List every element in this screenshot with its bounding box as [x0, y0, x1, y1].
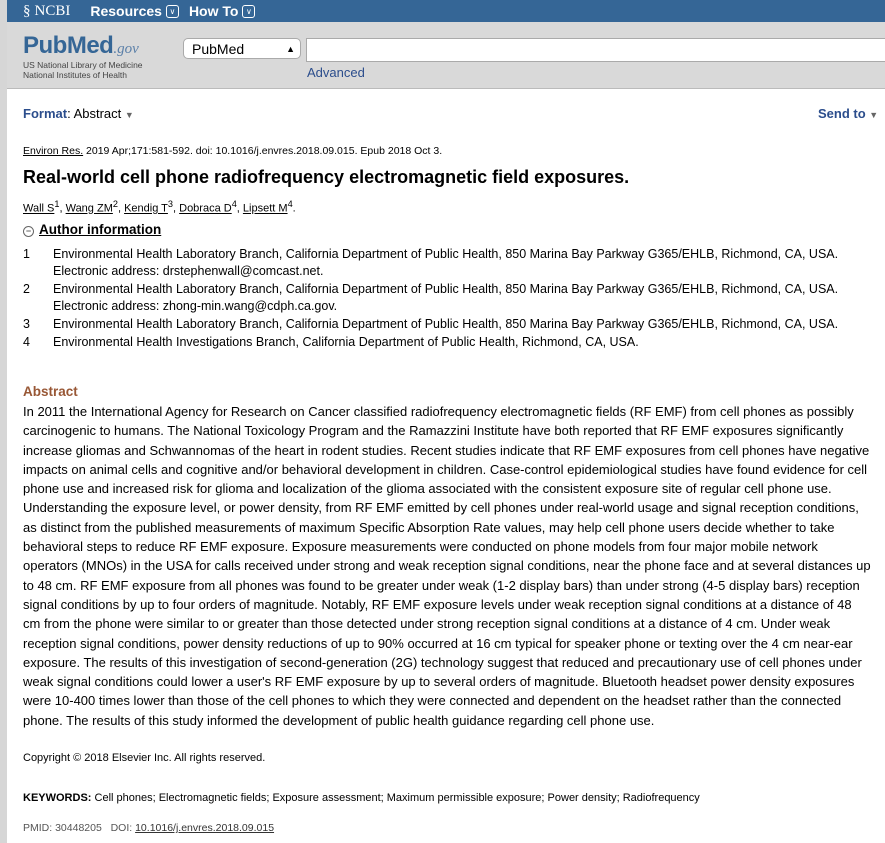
citation: Environ Res. 2019 Apr;171:581-592. doi: 10.1016/j.envres.2018.09.015. Epub 2018 Oct 3. [23, 145, 443, 157]
affiliation-text: Environmental Health Laboratory Branch, California Department of Public Health, 850 Marina Bay Parkway G365/EHLB, Richmond, CA, USA. [53, 317, 839, 331]
journal-link[interactable]: Environ Res. [23, 145, 84, 157]
identifiers: PMID: 30448205 DOI: 10.1016/j.envres.2018.09.015 [23, 822, 275, 834]
send-to-button[interactable]: Send to ▼ [818, 106, 879, 121]
collapse-icon: − [23, 226, 34, 237]
affiliation-item [23, 316, 853, 333]
advanced-link[interactable]: Advanced [307, 65, 365, 80]
howto-menu[interactable]: How To ∨ [189, 3, 256, 19]
affiliation-number: 4 [231, 199, 237, 209]
format-selector[interactable]: Format: Abstract ▼ [23, 106, 134, 121]
keywords: KEYWORDS: Cell phones; Electromagnetic fields; Exposure assessment; Maximum permissible exposure; Power density; Radiofrequency [23, 792, 700, 804]
affiliation-number: 4 [287, 199, 293, 209]
affiliations-list [23, 246, 853, 352]
affiliation-item [23, 334, 853, 351]
affiliation-text: Environmental Health Laboratory Branch, California Department of Public Health, 850 Marina Bay Parkway G365/EHLB, Richmond, CA, USA. Electronic address: drstephenwall@comcast.net. [53, 247, 839, 278]
author-link[interactable]: Dobraca D [179, 202, 232, 215]
affiliation-number: 3 [167, 199, 173, 209]
search-input[interactable] [306, 38, 885, 62]
affiliation-number: 1 [23, 247, 30, 261]
resources-menu[interactable]: Resources ∨ [90, 3, 179, 19]
ncbi-logo[interactable]: § NCBI [23, 2, 71, 19]
abstract-heading: Abstract [23, 384, 78, 399]
chevron-down-icon: ∨ [242, 5, 255, 18]
affiliation-number: 2 [23, 282, 30, 296]
affiliation-text: Environmental Health Laboratory Branch, California Department of Public Health, 850 Marina Bay Parkway G365/EHLB, Richmond, CA, USA. Electronic address: zhong-min.wang@cdph.ca.gov. [53, 282, 839, 313]
author-link[interactable]: Wang ZM [65, 202, 113, 215]
affiliation-number: 3 [23, 317, 30, 331]
author-link[interactable]: Lipsett M [242, 202, 288, 215]
chevron-down-icon: ∨ [166, 5, 179, 18]
caret-down-icon: ▼ [124, 110, 134, 120]
updown-icon: ▲ [286, 44, 295, 54]
ncbi-topbar [7, 0, 885, 22]
affiliation-number: 4 [23, 335, 30, 349]
doi-link[interactable]: 10.1016/j.envres.2018.09.015 [135, 822, 275, 834]
dna-icon: § [23, 2, 31, 19]
copyright: Copyright © 2018 Elsevier Inc. All rights reserved. [23, 752, 266, 764]
affiliation-number: 1 [54, 199, 60, 209]
left-edge [0, 0, 7, 843]
affiliation-item [23, 281, 853, 315]
database-select[interactable]: PubMed ▲ [183, 38, 301, 59]
author-link[interactable]: Kendig T [124, 202, 168, 215]
author-list: Wall $S^1$, Wang $ZM^2$, Kendig $T^3$, Dobraca $D^4$, Lipsett $M^4$. [23, 199, 296, 215]
author-info-toggle[interactable]: − Author information [23, 222, 161, 237]
affiliation-number: 2 [112, 199, 118, 209]
pubmed-logo[interactable]: PubMed.gov US National Library of Medicine National Institutes of Health [23, 32, 143, 80]
affiliation-item [23, 246, 853, 280]
abstract-text: In 2011 the International Agency for Research on Cancer classified radiofrequency electromagnetic fields (RF EMF) from cell phones as possibly carcinogenic to humans. The National Toxicology Program and the Ramazzini Institute have both reported that RF EMF exposures significantly increase gliomas and Schwannomas of the heart in rodent studies. Recent studies indicate that RF EMF exposures from cell phones have negative impacts on animal cells and cognitive and/or behavioral development in children. Case-control epidemiological studies have found evidence for cell phone use and increased risk for glioma and localization of the glioma associated with the consistent exposure site of regular cell phone use. Understanding the exposure level, or power density, from RF EMF emitted by cell phones under real-world usage and signal reception conditions, as distinct from the published measurements of maximum Specific Absorption Rate values, may help cell phone users decide whether to take behavioral steps to reduce RF EMF exposure. Exposure measurements were conducted on phone models from four major mobile network operators (MNOs) in the USA for calls received under strong and weak reception signal conditions, near the phone face and at several distances up to 48 cm. RF EMF exposure from all phones was found to be greater under weak (1-2 display bars) than under strong (4-5 display bars) reception signal conditions by up to four orders of magnitude. Notably, RF EMF exposure levels under weak reception signal conditions at a distance of 48 cm from the phone were similar to or greater than those detected under strong reception signal conditions at a distance of 4 cm. Under weak reception signal conditions, power density reductions of up to 90% occurred at 16 cm typical for speaker phone or texting over the 4 cm near-ear exposure. The results of this investigation of second-generation (2G) technology suggest that reduced and precautionary use of cell phones under weak signal conditions could lower a user's RF EMF exposure by up to several orders of magnitude. Bluetooth headset power density exposures were 10-400 times lower than those of the cell phones to which they were connected and dependent on the headset rather than the connected phone. The results of this study informed the development of public health guidance regarding cell phone use. [23, 404, 871, 728]
affiliation-text: Environmental Health Investigations Branch, California Department of Public Health, Richmond, CA, USA. [53, 335, 639, 349]
author-link[interactable]: Wall S [23, 202, 55, 215]
article-title: Real-world cell phone radiofrequency electromagnetic field exposures. [23, 167, 630, 187]
caret-down-icon: ▼ [869, 110, 879, 120]
pubmed-header [7, 22, 885, 89]
